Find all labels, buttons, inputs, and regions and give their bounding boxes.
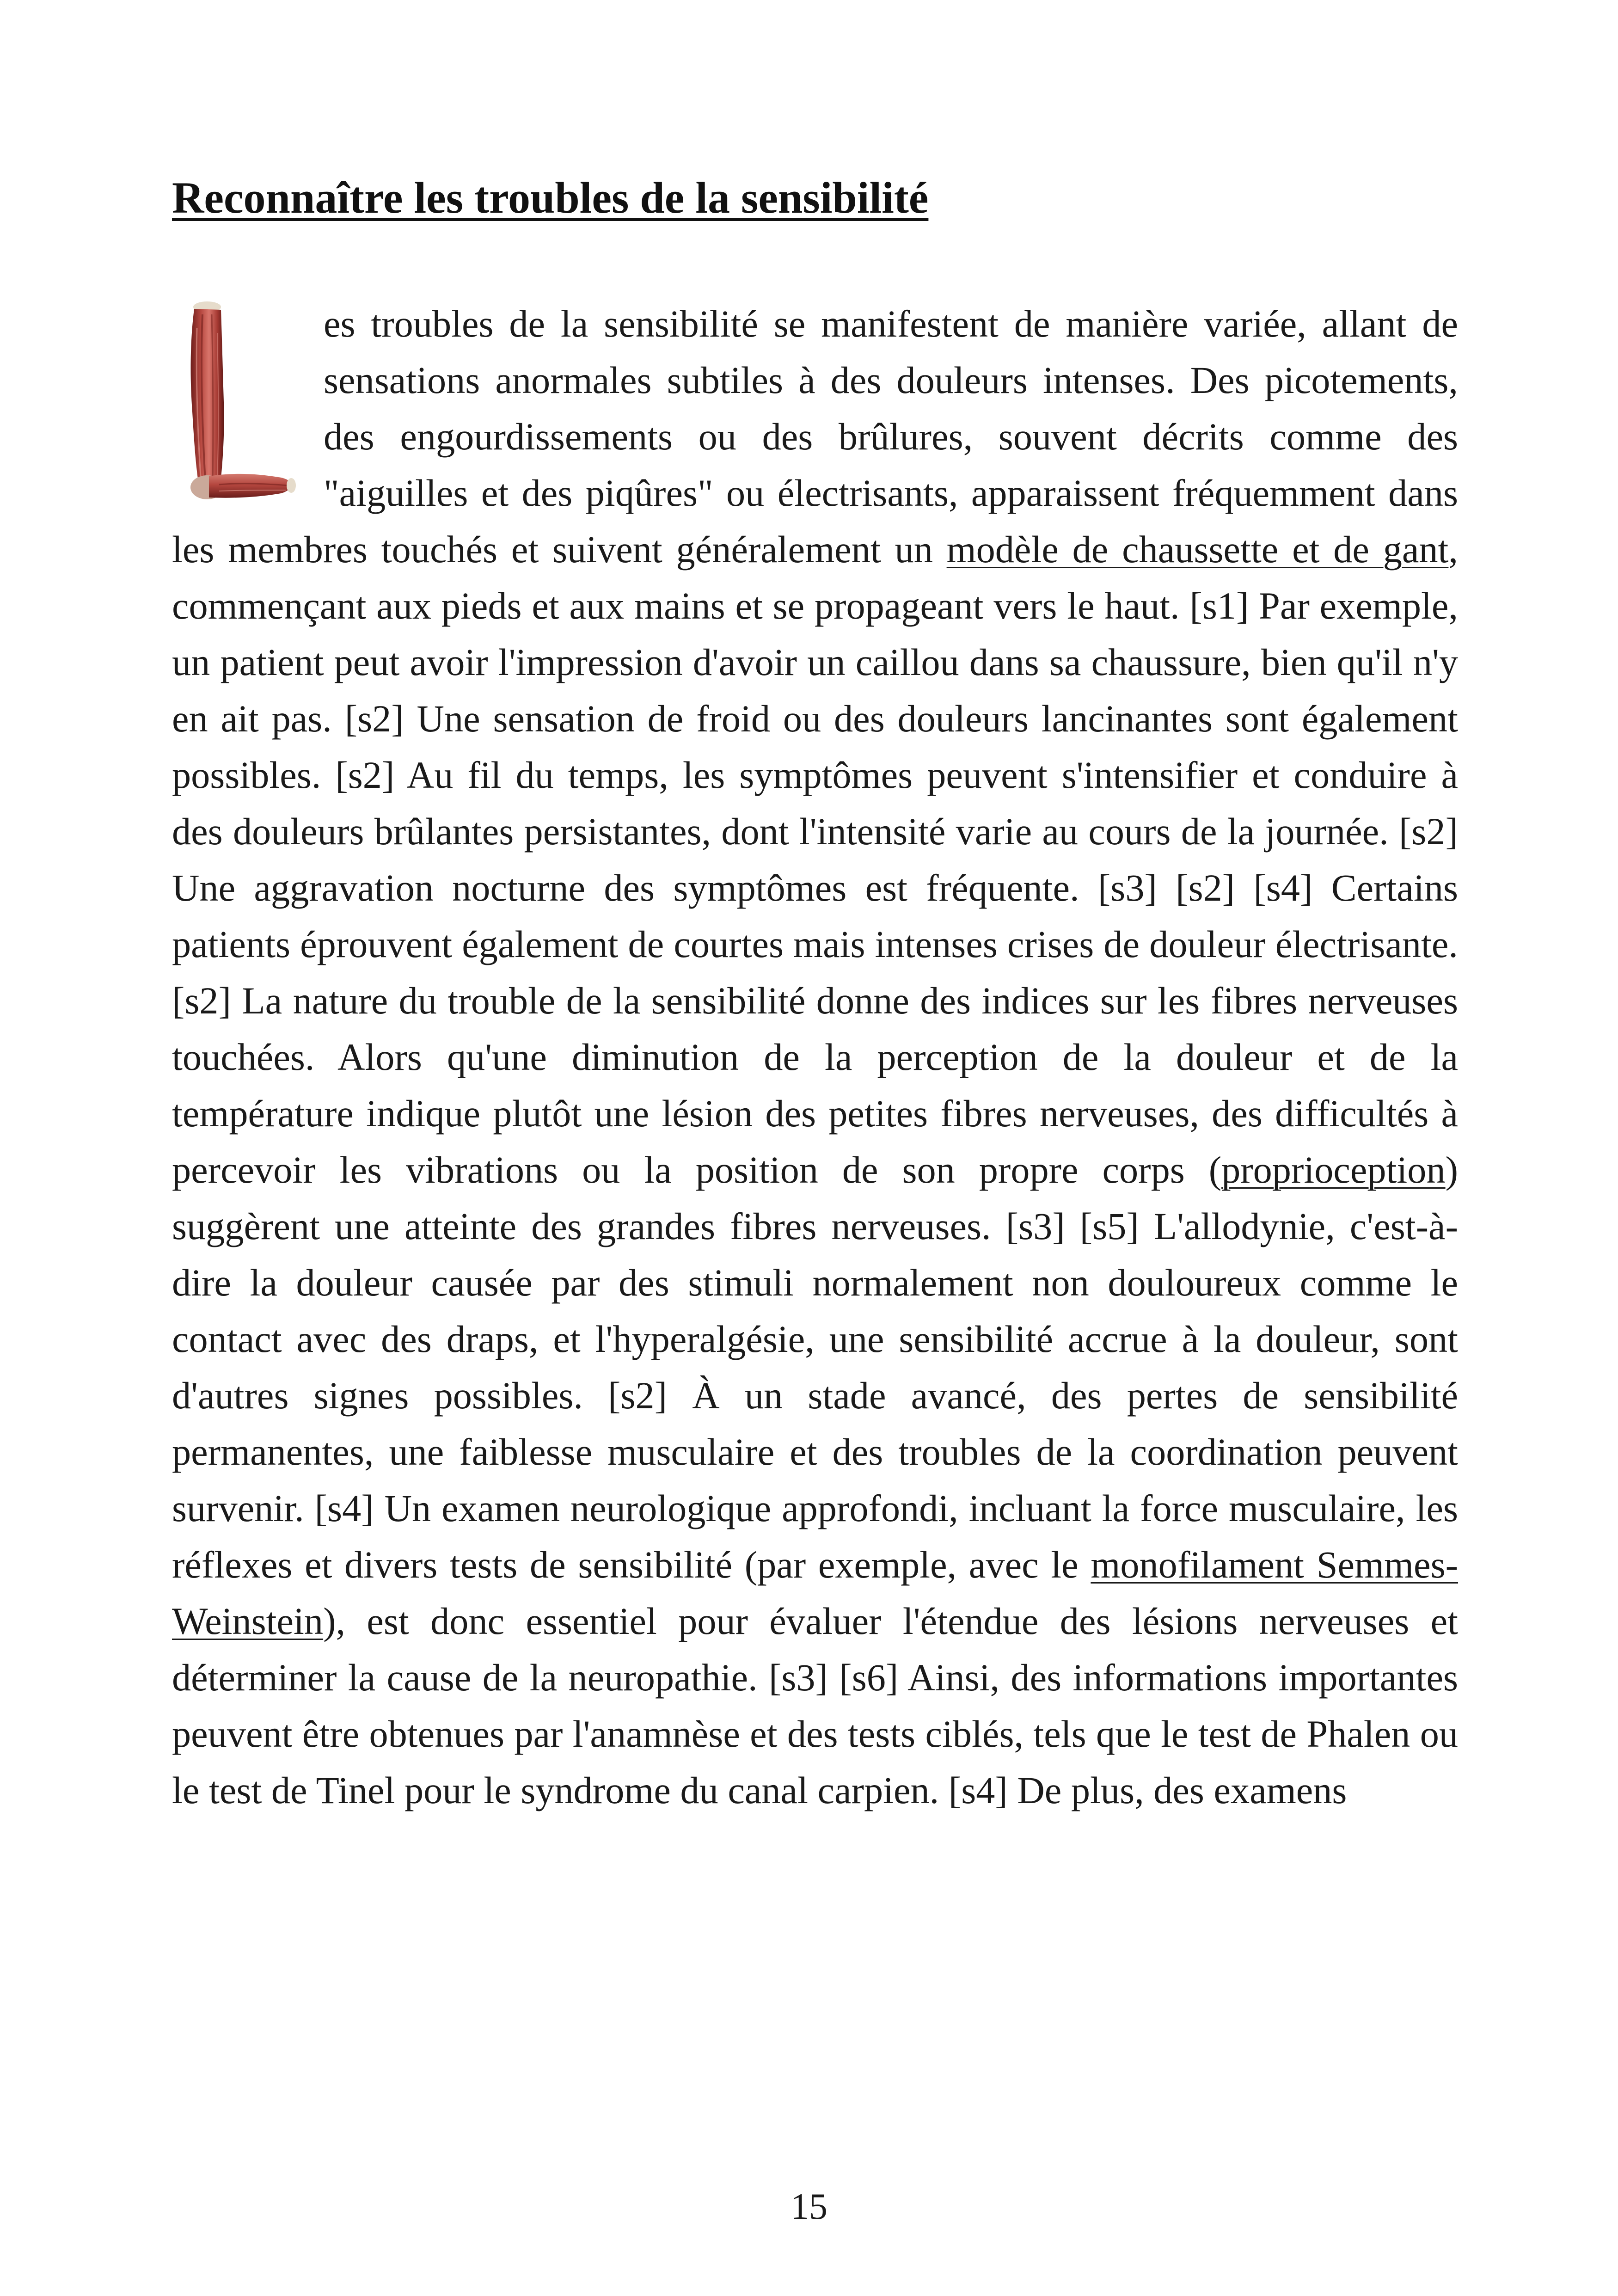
link-semmes-weinstein-monofilament[interactable]: monofilament Semmes-Weinstein [172,1544,1459,1642]
link-sock-glove-pattern[interactable]: modèle de chaussette et de gant [946,528,1449,571]
paragraph-text-part3: ) suggèrent une atteinte des grandes fibres nerveuses. [s3] [s5] L'allodynie, c'est-à-dire la douleur causée par des stimuli normalement non douloureux comme le contact avec des draps, et l'hyperalgésie, une sensibilité accrue à la douleur, sont d'autres signes possibles. [s2] À un stade avancé, des pertes de sensibilité permanentes, une faiblesse musculaire et des troubles de la coordination peuvent survenir. [s4] Un examen neurologique approfondi, incluant la force musculaire, les réflexes et divers tests de sensibilité (par exemple, avec le [172,1149,1458,1586]
paragraph-text-part1: es troubles de la sensibilité se manifestent de manière variée, allant de sensations anormales subtiles à des douleurs intenses. Des picotements, des engourdissements ou des brûlures, souvent décrits comme des "aiguilles et des piqûres" ou électrisants, apparaissent fréquemment dans les membres touchés et suivent généralement un [172,303,1458,571]
paragraph-text-part2: , commençant aux pieds et aux mains et se propageant vers le haut. [s1] Par exemple, un patient peut avoir l'impression d'avoir un caillou dans sa chaussure, bien qu'il n'y en ait pas. [s2] Une sensation de froid ou des douleurs lancinantes sont également possibles. [s2] Au fil du temps, les symptômes peuvent s'intensifier et conduire à des douleurs brûlantes persistantes, dont l'intensité varie au cours de la journée. [s2] Une aggravation nocturne des symptômes est fréquente. [s3] [s2] [s4] Certains patients éprouvent également de courtes mais intenses crises de douleur électrisante. [s2] La nature du trouble de la sensibilité donne des indices sur les fibres nerveuses touchées. Alors qu'une diminution de la perception de la douleur et de la température indique plutôt une lésion des petites fibres nerveuses, des difficultés à percevoir les vibrations ou la position de son propre corps ( [172,528,1458,1191]
paragraph-text-part4: ), est donc essentiel pour évaluer l'étendue des lésions nerveuses et déterminer la cause de la neuropathie. [s3] [s6] Ainsi, des informations importantes peuvent être obtenues par l'anamnèse et des tests ciblés, tels que le test de Phalen ou le test de Tinel pour le syndrome du canal carpien. [s4] De plus, des examens [172,1600,1458,1811]
muscular-arm-letter-L-icon [177,301,296,512]
body-paragraph [172,296,1458,1819]
link-proprioception[interactable]: proprioception [1221,1149,1446,1191]
page-title: Reconnaître les troubles de la sensibilité [172,173,929,222]
page-number: 15 [791,2186,827,2227]
